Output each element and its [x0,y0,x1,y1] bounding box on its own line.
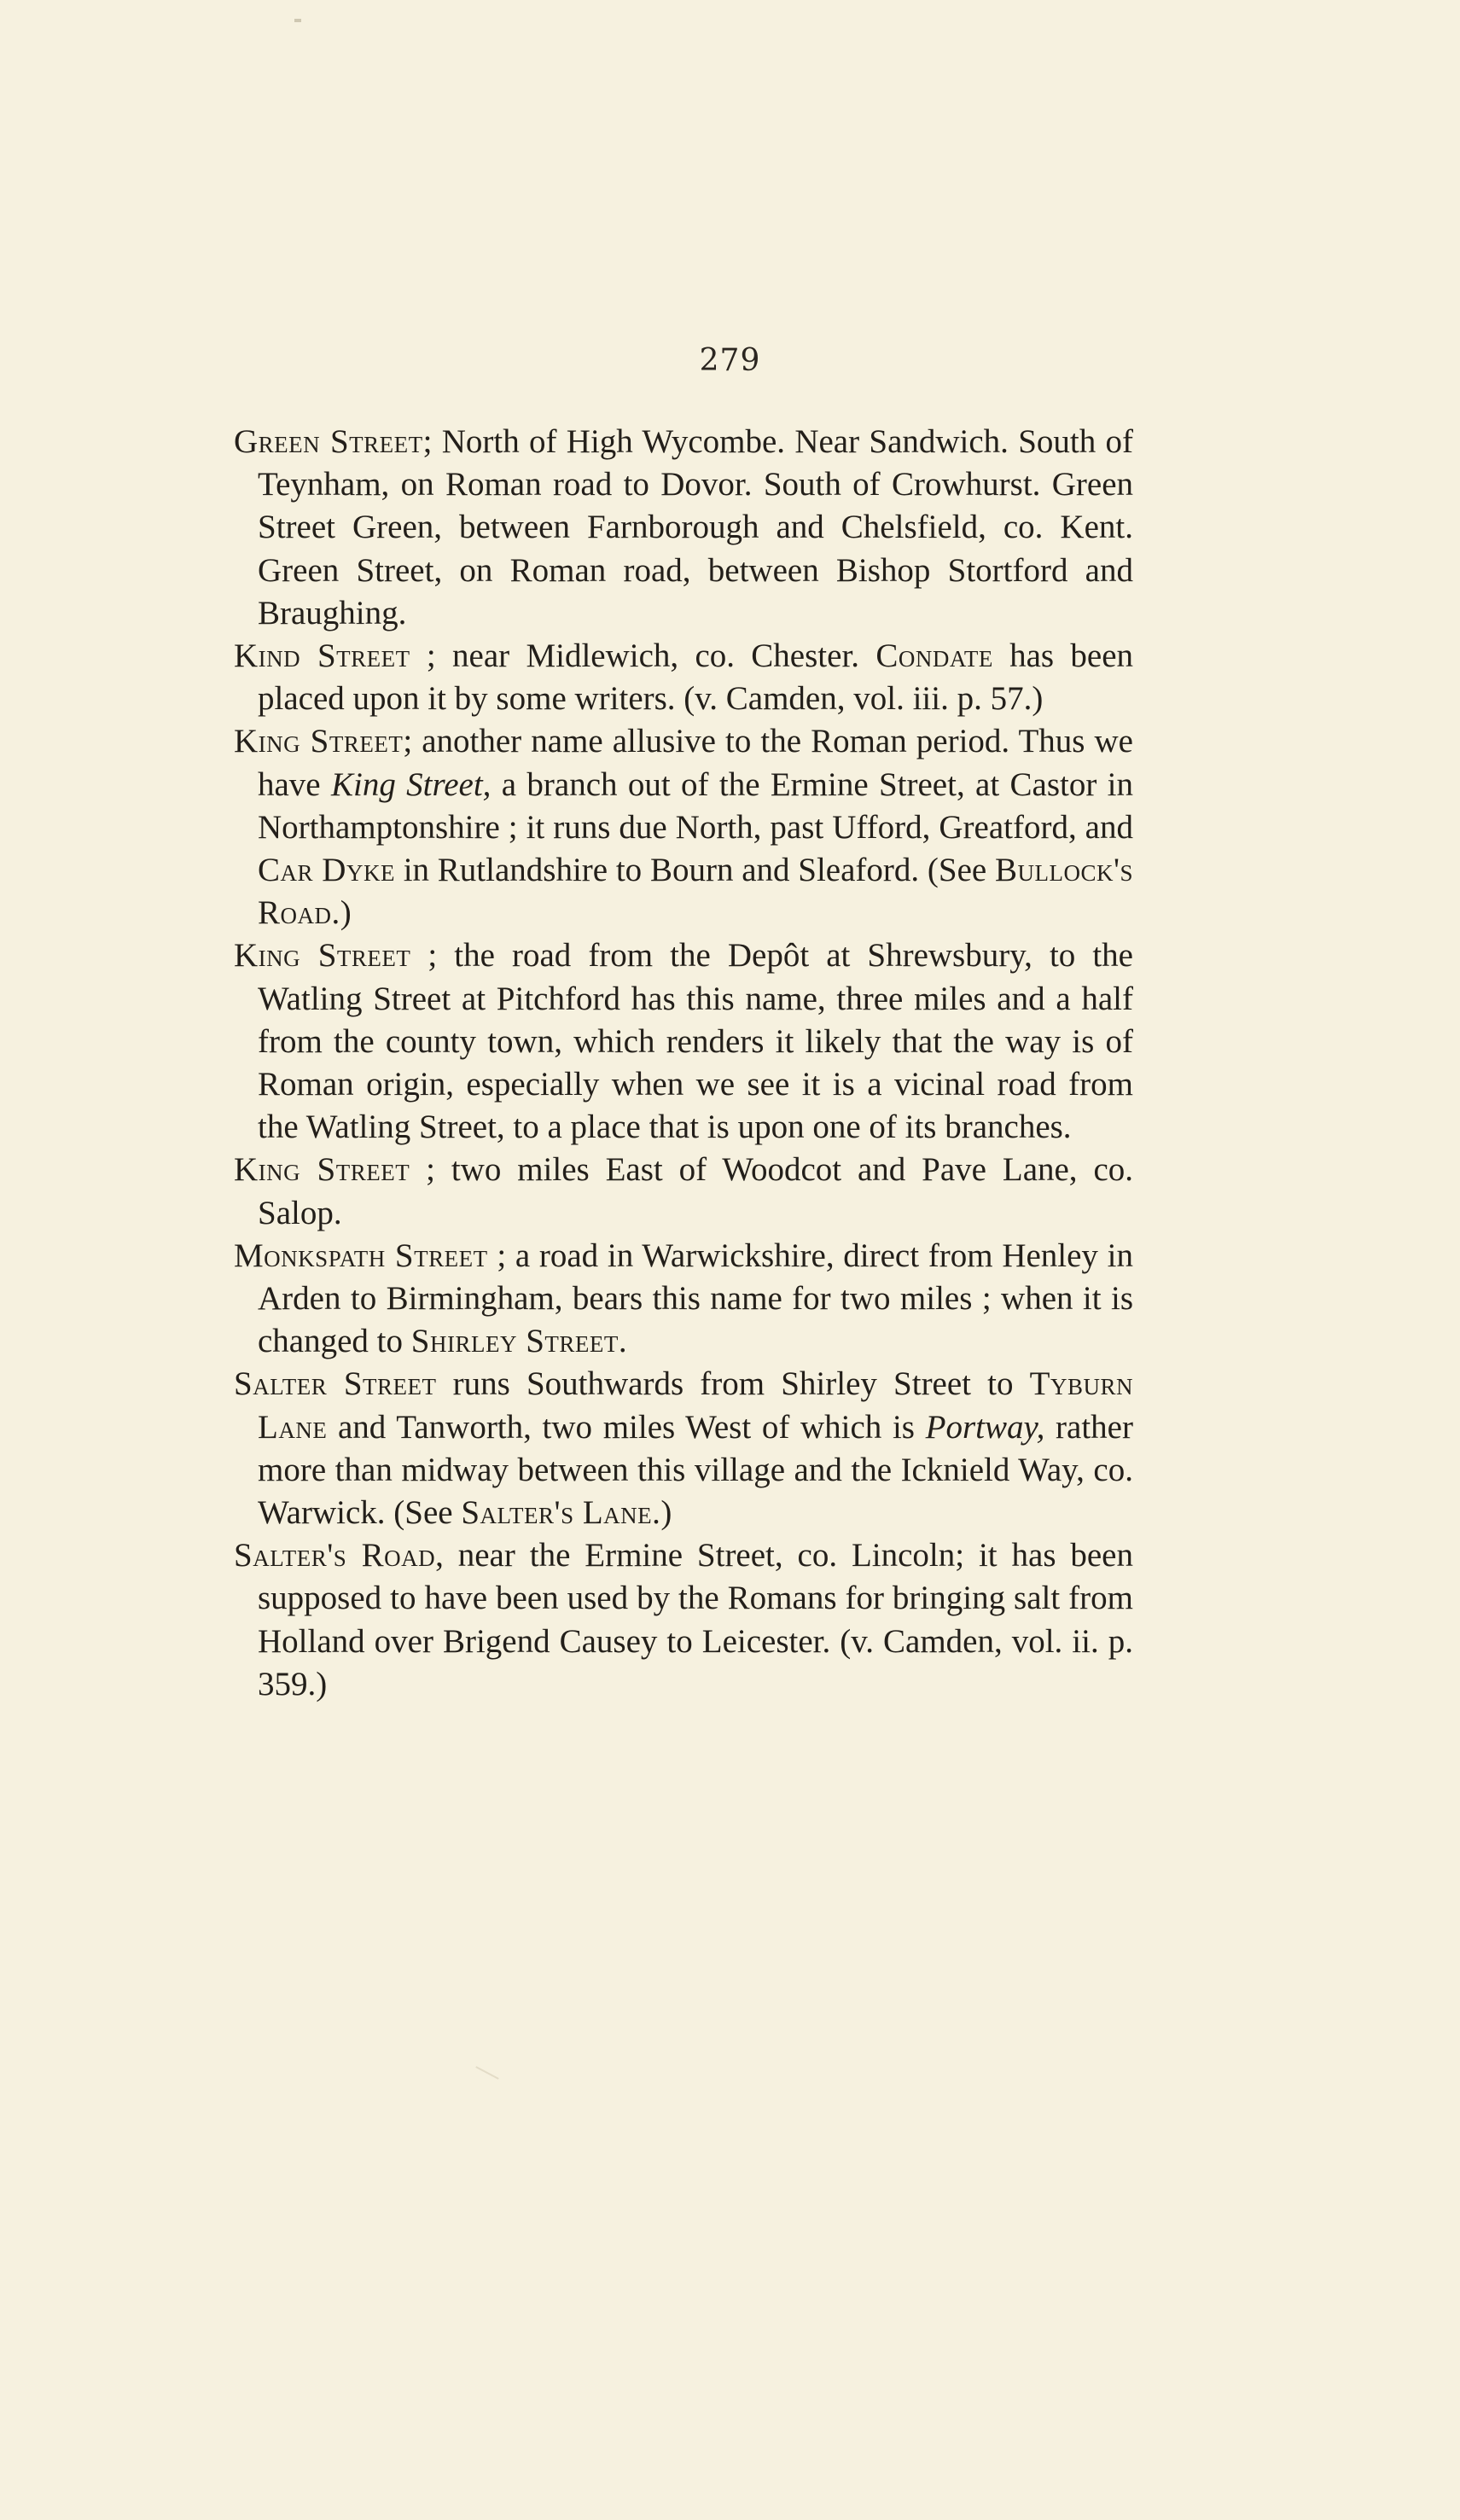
entry-salter-street [234,1363,1133,1534]
place-name: Condate [875,637,993,675]
entry-text: ; near Midlewich, co. Chester. [410,637,876,675]
gazetteer-text [234,421,1133,1706]
place-name: Car Dyke [258,852,395,889]
entry-text: ; the road from the Depôt at Shrewsbury, to the Watling Street at Pitchford has this name, three miles and a half from the county town, which renders it likely that the way is of Roman origin, especially when we see it is a vicinal road from the Watling Street, to a place that is upon one of its branches. [258,937,1133,1146]
entry-heading: Salter Street [234,1365,437,1403]
entry-text: ; another name allusive to the Roman period. Thus we have [258,723,1133,803]
cross-reference: Shirley Street. [410,1323,628,1360]
entry-text: and Tanworth, two miles West of which is [327,1408,926,1446]
place-name: Tyburn Lane [258,1365,1133,1446]
entry-text: ; a road in Warwickshire, direct from Henley in Arden to Birmingham, bears this name for two miles ; when it is changed to [258,1237,1133,1360]
entry-heading: King Street [234,937,411,975]
entry-text: , near the Ermine Street, co. Lincoln; it has been supposed to have been used by the Romans for bringing salt from Holland over Brigend Causey to Leicester. (v. Camden, vol. ii. p. 359.) [258,1537,1133,1702]
entry-kind-street [234,635,1133,720]
entry-monkspath-street [234,1235,1133,1364]
page-speck [475,2066,498,2080]
cross-reference: Salter's Lane. [461,1494,661,1532]
entry-text: has been placed upon it by some writers. (v. Camden, vol. iii. p. 57.) [258,637,1134,718]
entry-text: in Rutlandshire to Bourn and Sleaford. (See [394,852,995,889]
entry-king-street-castor [234,720,1133,934]
entry-green-street [234,421,1133,635]
entry-text: ) [660,1494,672,1532]
entry-heading: Salter's Road [234,1537,436,1574]
entry-heading: Monkspath Street [234,1237,488,1274]
entry-text: a branch out of the Ermine Street, at Castor in Northamptonshire ; it runs due North, past Ufford, Greatford, and [258,765,1134,846]
entry-heading: Green Street [234,423,423,460]
page-speck [294,19,301,22]
italic-term: King Street, [330,765,492,803]
entry-text: rather more than midway between this village and the Icknield Way, co. Warwick. (See [258,1408,1133,1532]
page-number: 279 [699,343,761,378]
entry-text: runs Southwards from Shirley Street to [436,1365,1030,1403]
entry-salters-road [234,1534,1133,1706]
entry-text: ; two miles East of Woodcot and Pave Lane, co. Salop. [258,1151,1134,1231]
entry-heading: King Street [234,723,404,760]
cross-reference: Bullock's Road. [258,852,1133,932]
entry-text: ) [340,894,352,932]
italic-term: Portway, [925,1408,1045,1446]
entry-king-street-shrewsbury [234,934,1133,1149]
entry-heading: Kind Street [234,637,410,675]
entry-text: ; North of High Wycombe. Near Sandwich. South of Teynham, on Roman road to Dovor. South of Crowhurst. Green Street Green, between Farnborough and Chelsfield, co. Kent. Green Street, on Roman road, between Bishop Stortford and Braughing. [258,423,1134,631]
entry-heading: King Street [234,1151,410,1189]
entry-king-street-woodcot [234,1149,1133,1234]
